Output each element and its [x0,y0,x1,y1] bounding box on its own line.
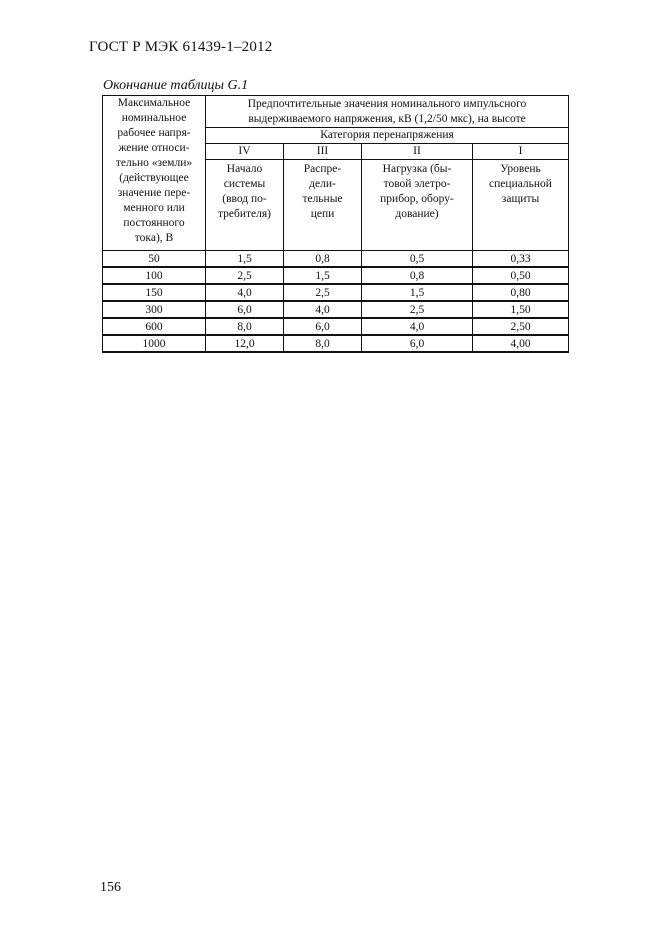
table-cell: 1,5 [362,284,473,301]
table-cell: 4,0 [284,301,362,318]
table-row [103,335,569,352]
category-iii-description [284,160,362,251]
table-caption: Окончание таблицы G.1 [103,78,249,93]
desc-line: тельные [302,193,343,205]
header-line: Предпочтительные значения номинального импульсного [247,98,527,110]
header-line: постоянного [123,217,185,229]
table-cell: 0,8 [284,251,362,268]
table-row [103,301,569,318]
table-cell: 4,00 [473,335,569,352]
desc-line: дование) [395,208,439,220]
table-cell: 2,50 [473,318,569,335]
table-cell: 50 [103,251,206,268]
category-i: I [473,144,569,160]
desc-line: Нагрузка (бы- [382,163,452,175]
desc-line: дели- [309,178,336,190]
page-number: 156 [100,880,121,895]
preferred-values-header [206,96,569,128]
header-line: выдерживаемого напряжения, кВ (1,2/50 мкс), на высоте [248,113,526,125]
table-row [103,284,569,301]
table-cell: 2,5 [362,301,473,318]
table-cell: 12,0 [206,335,284,352]
table-g1 [102,95,569,353]
category-header: Категория перенапряжения [206,128,569,144]
table-cell: 6,0 [362,335,473,352]
desc-line: Начало [226,163,263,175]
header-line: тельно «земли» [115,157,193,169]
table-cell: 1,5 [206,251,284,268]
header-line: номинальное [121,112,187,124]
header-line: (действующее [119,172,189,184]
table-cell: 0,50 [473,267,569,284]
voltage-column-header [103,96,206,251]
category-ii-description [362,160,473,251]
table-row [103,251,569,268]
desc-line: цепи [310,208,335,220]
table-cell: 2,5 [206,267,284,284]
table-cell: 4,0 [206,284,284,301]
document-header: ГОСТ Р МЭК 61439-1–2012 [89,39,273,55]
table-cell: 100 [103,267,206,284]
desc-line: (ввод по- [222,193,267,205]
header-line: значение пере- [117,187,191,199]
table-cell: 6,0 [284,318,362,335]
table-cell: 300 [103,301,206,318]
table-row [103,267,569,284]
table-cell: 0,80 [473,284,569,301]
category-iii: III [284,144,362,160]
table-cell: 150 [103,284,206,301]
table-cell: 0,33 [473,251,569,268]
table-cell: 1000 [103,335,206,352]
header-line: рабочее напря- [117,127,191,139]
desc-line: системы [223,178,266,190]
table-cell: 1,50 [473,301,569,318]
desc-line: товой элетро- [383,178,451,190]
desc-line: Уровень [500,163,541,175]
category-ii: II [362,144,473,160]
category-iv: IV [206,144,284,160]
table-cell: 8,0 [206,318,284,335]
table-cell: 0,5 [362,251,473,268]
desc-line: требителя) [217,208,271,220]
table-cell: 0,8 [362,267,473,284]
desc-line: специальной [489,178,552,190]
desc-line: Распре- [303,163,342,175]
header-line: жение относи- [118,142,190,154]
table-cell: 6,0 [206,301,284,318]
header-line: менного или [123,202,185,214]
table-cell: 4,0 [362,318,473,335]
table-cell: 2,5 [284,284,362,301]
table-row [103,318,569,335]
desc-line: прибор, обору- [380,193,454,205]
header-line: Максимальное [117,97,191,109]
table-cell: 600 [103,318,206,335]
table-cell: 8,0 [284,335,362,352]
category-iv-description [206,160,284,251]
header-line: тока), В [134,232,174,244]
desc-line: защиты [501,193,540,205]
category-i-description [473,160,569,251]
table-cell: 1,5 [284,267,362,284]
